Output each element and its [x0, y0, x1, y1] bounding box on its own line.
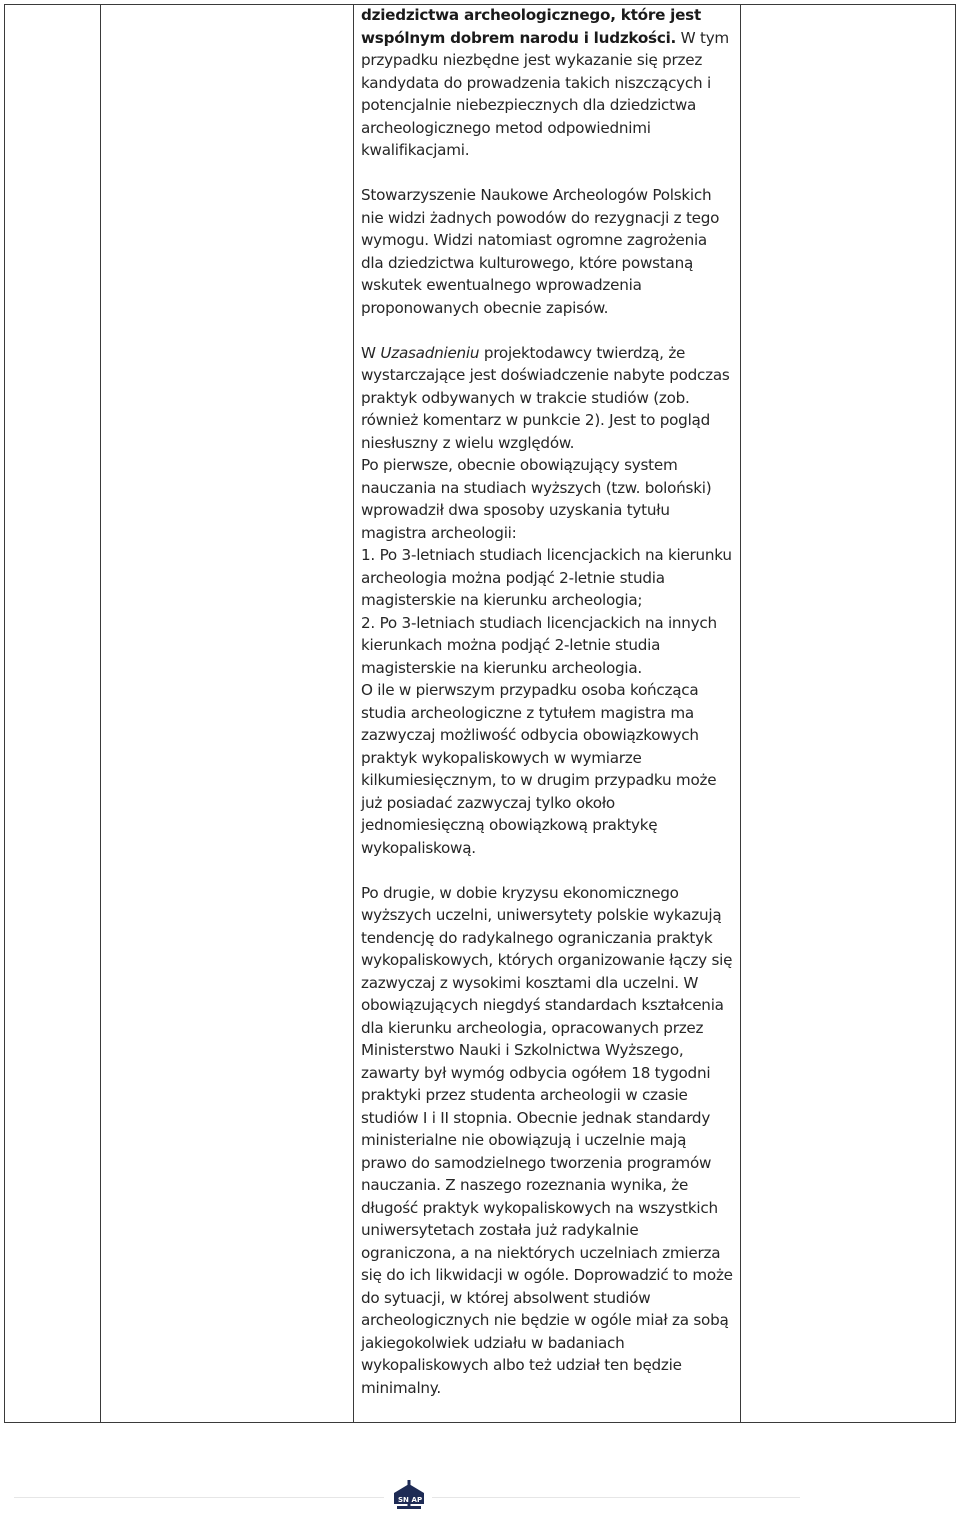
first-argument-paragraph: Po pierwsze, obecnie obowiązujący system nauczania na studiach wyższych (tzw. boloński) wprowadził dwa sposoby uzyskania tytułu magistra archeologii:	[361, 456, 712, 542]
list-item-1: 1. Po 3-letniach studiach licencjackich na kierunku archeologia można podjąć 2-letnie studia magisterskie na kierunku archeologia;	[361, 546, 732, 609]
justification-italic-term: Uzasadnieniu	[380, 343, 480, 362]
intro-paragraph	[361, 4, 733, 162]
list-item-2: 2. Po 3-letniach studiach licencjackich na innych kierunkach można podjąć 2-letnie studia magisterskie na kierunku archeologia.	[361, 613, 717, 677]
svg-text:N: N	[403, 1496, 409, 1504]
svg-text:S: S	[398, 1496, 404, 1504]
footer-rule-right	[432, 1497, 800, 1498]
snap-position-paragraph: Stowarzyszenie Naukowe Archeologów Polskich nie widzi żadnych powodów do rezygnacji z tego wymogu. Widzi natomiast ogromne zagrożenia dla dziedzictwa kulturowego, które powstaną wskutek ewentualnego wprowadzenia proponowanych obecnie zapisów.	[361, 186, 720, 317]
column-divider-2	[353, 5, 354, 1422]
svg-text:P: P	[417, 1496, 423, 1504]
comparison-paragraph: O ile w pierwszym przypadku osoba kończąca studia archeologiczne z tytułem magistra ma zazwyczaj możliwość odbycia obowiązkowych praktyk wykopaliskowych w wymiarze kilkumiesięcznym, to w drugim przypadku może już posiadać zazwyczaj tylko około jednomiesięczną obowiązkową praktykę wykopaliskową.	[361, 681, 717, 857]
footer-rule-left	[14, 1497, 384, 1498]
comment-text-cell	[361, 4, 733, 1399]
second-argument-paragraph: Po drugie, w dobie kryzysu ekonomicznego wyższych uczelni, uniwersytety polskie wykazują tendencję do radykalnego ograniczania praktyk wykopaliskowych, których organizowanie łączy się zazwyczaj z wysokimi kosztami dla uczelni. W obowiązujących niegdyś standardach kształcenia dla kierunku archeologia, opracowanych przez Ministerstwo Nauki i Szkolnictwa Wyższego, zawarty był wymóg odbycia ogółem 18 tygodni praktyki przez studenta archeologii w czasie studiów I i II stopnia. Obecnie jednak standardy ministerialne nie obowiązują i uczelnie mają prawo do samodzielnego tworzenia programów nauczania. Z naszego rozeznania wynika, że długość praktyk wykopaliskowych na wszystkich uniwersytetach została już radykalnie ograniczona, a na niektórych uczelniach zmierza się do ich likwidacji w ogóle. Doprowadzić to może do sytuacji, w której absolwent studiów archeologicznych nie będzie w ogóle miał za sobą jakiegokolwiek udziału w badaniach wykopaliskowych albo też udział ten będzie minimalny.	[361, 883, 733, 1397]
snap-logo-icon	[391, 1480, 427, 1510]
column-divider-1	[100, 5, 101, 1422]
intro-bold-text: dziedzictwa archeologicznego, które jest wspólnym dobrem narodu i ludzkości.	[361, 6, 701, 47]
justification-paragraph: W Uzasadnieniu projektodawcy twierdzą, że wystarczające jest doświadczenie nabyte podczas praktyk odbywanych w trakcie studiów (zob. również komentarz w punkcie 2). Jest to pogląd niesłuszny z wielu względów.	[361, 343, 730, 452]
column-divider-3	[740, 5, 741, 1422]
intro-rest-text: W tym przypadku niezbędne jest wykazanie się przez kandydata do prowadzenia takich niszczących i potencjalnie niebezpiecznych dla dziedzictwa archeologicznego metod odpowiednimi kwalifikacjami.	[361, 28, 729, 159]
svg-text:A: A	[411, 1496, 417, 1504]
